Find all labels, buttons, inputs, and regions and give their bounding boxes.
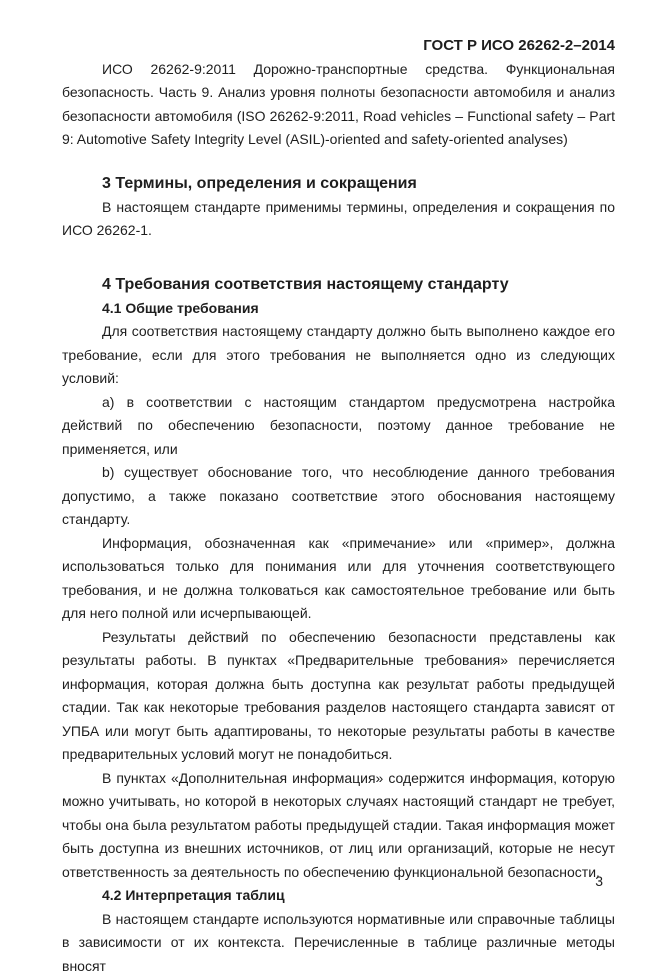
section-3-paragraph: В настоящем стандарте применимы термины, определения и сокращения по ИСО 26262-1. [62, 196, 615, 243]
intro-reference-paragraph: ИСО 26262-9:2011 Дорожно-транспортные средства. Функциональная безопасность. Часть 9. Анализ уровня полноты безопасности автомобиля и анализ безопасности автомобиля (ISO 26262-9:2011, Road vehicles – Functional safety – Part 9: Automotive Safety Integrity Level (ASIL)-oriented and safety-oriented analyses) [62, 58, 615, 152]
section-4-1-list-item-a: a) в соответствии с настоящим стандартом предусмотрена настройка действий по обеспечению безопасности, поэтому данное требование не применяется, или [62, 391, 615, 462]
section-4-1-paragraph: Для соответствия настоящему стандарту должно быть выполнено каждое его требование, если для этого требования не выполняется одно из следующих условий: [62, 320, 615, 391]
section-4-1-paragraph: В пунктах «Дополнительная информация» содержится информация, которую можно учитывать, но которой в некоторых случаях настоящий стандарт не требует, чтобы она была результатом работы предыдущей стадии. Такая информация может быть доступна из внешних источников, от лиц или организаций, которые не несут ответственность за деятельность по обеспечению функциональной безопасности. [62, 767, 615, 885]
section-4-2-heading: 4.2 Интерпретация таблиц [62, 884, 615, 908]
section-3-heading: 3 Термины, определения и сокращения [62, 172, 615, 196]
section-4-2-paragraph: В настоящем стандарте используются нормативные или справочные таблицы в зависимости от их контекста. Перечисленные в таблице различные методы вносят [62, 908, 615, 978]
section-4-1-paragraph: Результаты действий по обеспечению безопасности представлены как результаты работы. В пунктах «Предварительные требования» перечисляется информация, которая должна быть доступна как результат работы предыдущей стадии. Так как некоторые требования разделов настоящего стандарта зависят от УПБА или могут быть адаптированы, то некоторые результаты работы в качестве предварительных условий могут не понадобиться. [62, 626, 615, 767]
section-4-heading: 4 Требования соответствия настоящему стандарту [62, 273, 615, 297]
section-4-1-list-item-b: b) существует обоснование того, что несоблюдение данного требования допустимо, а также показано соответствие этого обоснования настоящему стандарту. [62, 461, 615, 532]
section-4-1-heading: 4.1 Общие требования [62, 297, 615, 321]
page-number: 3 [595, 872, 603, 890]
document-code-header: ГОСТ Р ИСО 26262-2–2014 [62, 34, 615, 58]
section-4-1-paragraph: Информация, обозначенная как «примечание» или «пример», должна использоваться только для понимания или для уточнения соответствующего требования, и не должна толковаться как самостоятельное требование или быть для него полной или исчерпывающей. [62, 532, 615, 626]
